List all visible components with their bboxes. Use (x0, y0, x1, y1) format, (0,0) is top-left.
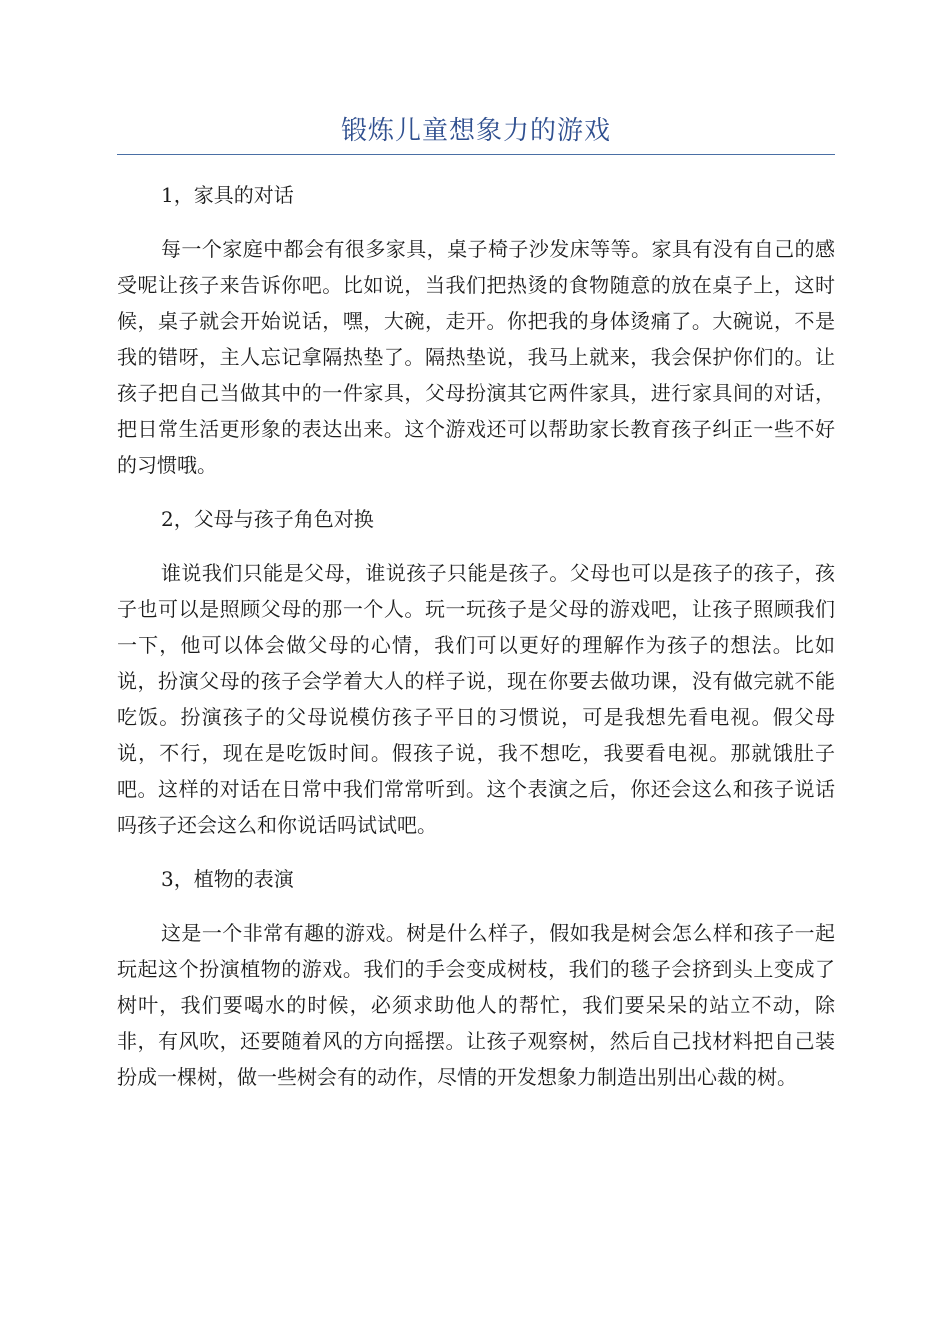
title-underline (117, 154, 835, 155)
section-body-plant-performance: 这是一个非常有趣的游戏。树是什么样子，假如我是树会怎么样和孩子一起玩起这个扮演植物的游戏。我们的手会变成树枝，我们的毯子会挤到头上变成了树叶，我们要喝水的时候，必须求助他人的帮忙，我们要呆呆的站立不动，除非，有风吹，还要随着风的方向摇摆。让孩子观察树，然后自己找材料把自己装扮成一棵树，做一些树会有的动作，尽情的开发想象力制造出别出心裁的树。 (117, 921, 835, 1089)
document-body (117, 177, 835, 1113)
section-body-furniture: 每一个家庭中都会有很多家具，桌子椅子沙发床等等。家具有没有自己的感受呢让孩子来告诉你吧。比如说，当我们把热烫的食物随意的放在桌子上，这时候，桌子就会开始说话，嘿，大碗，走开。你把我的身体烫痛了。大碗说，不是我的错呀，主人忘记拿隔热垫了。隔热垫说，我马上就来，我会保护你们的。让孩子把自己当做其中的一件家具，父母扮演其它两件家具，进行家具间的对话，把日常生活更形象的表达出来。这个游戏还可以帮助家长教育孩子纠正一些不好的习惯哦。 (117, 237, 835, 477)
section-body-role-swap: 谁说我们只能是父母，谁说孩子只能是孩子。父母也可以是孩子的孩子，孩子也可以是照顾父母的那一个人。玩一玩孩子是父母的游戏吧，让孩子照顾我们一下，他可以体会做父母的心情，我们可以更好的理解作为孩子的想法。比如说，扮演父母的孩子会学着大人的样子说，现在你要去做功课，没有做完就不能吃饭。扮演孩子的父母说模仿孩子平日的习惯说，可是我想先看电视。假父母说，不行，现在是吃饭时间。假孩子说，我不想吃，我要看电视。那就饿肚子吧。这样的对话在日常中我们常常听到。这个表演之后，你还会这么和孩子说话吗孩子还会这么和你说话吗试试吧。 (117, 561, 835, 837)
document-title: 锻炼儿童想象力的游戏 (340, 116, 611, 146)
section-heading-role-swap: 2，父母与孩子角色对换 (161, 507, 374, 531)
section-heading-furniture: 1，家具的对话 (161, 183, 294, 207)
section-heading-plant-performance: 3，植物的表演 (161, 867, 294, 891)
